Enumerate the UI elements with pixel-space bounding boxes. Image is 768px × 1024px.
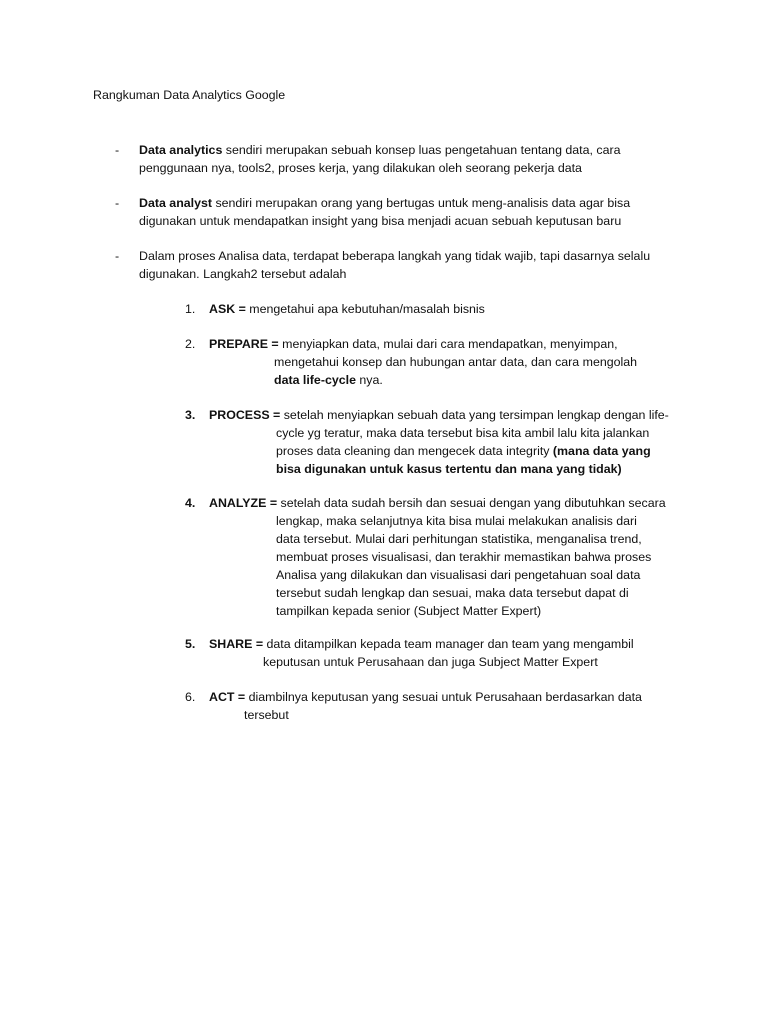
step-4-line-6: tersebut sudah lengkap dan sesuai, maka data tersebut dapat di (276, 586, 629, 600)
step-2-line-1 (209, 335, 618, 353)
step-5-number: 5. (185, 637, 196, 651)
step-3-text: setelah menyiapkan sebuah data yang tersimpan lengkap dengan life- (283, 408, 669, 422)
step-3-label: PROCESS = (209, 408, 281, 422)
step-4-line-2: lengkap, maka selanjutnya kita bisa mulai melakukan analisis dari (276, 514, 637, 528)
step-4-text: setelah data sudah bersih dan sesuai dengan yang dibutuhkan secara (280, 496, 666, 510)
step-4-label: ANALYZE = (209, 496, 278, 510)
step-1-line-1 (209, 300, 485, 318)
step-4-line-7: tampilkan kepada senior (Subject Matter Expert) (276, 604, 542, 618)
step-4-line-1 (209, 494, 666, 512)
step-2-line-3 (274, 371, 383, 389)
step-4-line-3: data tersebut. Mulai dari perhitungan statistika, menganalisa trend, (276, 532, 642, 546)
step-3-line-1 (209, 406, 669, 424)
step-3-line-2: cycle yg teratur, maka data tersebut bisa kita ambil lalu kita jalankan (276, 426, 650, 440)
step-2-number: 2. (185, 337, 196, 351)
document-title: Rangkuman Data Analytics Google (93, 88, 286, 102)
bullet-dash: - (115, 196, 120, 210)
step-1-text: mengetahui apa kebutuhan/masalah bisnis (249, 302, 485, 316)
step-4-line-5: Analisa yang dilakukan dan visualisasi dari pengetahuan soal data (276, 568, 641, 582)
step-2-label: PREPARE = (209, 337, 279, 351)
step-5-line-1 (209, 635, 634, 653)
step-2-text: menyiapkan data, mulai dari cara mendapatkan, menyimpan, (282, 337, 618, 351)
step-3-number: 3. (185, 408, 196, 422)
step-2-line-2: mengetahui konsep dan hubungan antar data, dan cara mengolah (274, 355, 638, 369)
step-6-text: diambilnya keputusan yang sesuai untuk Perusahaan berdasarkan data (248, 690, 642, 704)
step-3-line-4: bisa digunakan untuk kasus tertentu dan mana yang tidak) (276, 462, 622, 476)
bullet-1-line-2: penggunaan nya, tools2, proses kerja, yang dilakukan oleh seorang pekerja data (139, 161, 582, 175)
step-2-bold: data life-cycle (274, 373, 356, 387)
step-3-text-mid: proses data cleaning dan mengecek data integrity (276, 444, 553, 458)
step-5-text: data ditampilkan kepada team manager dan team yang mengambil (266, 637, 634, 651)
step-2-text-end: nya. (355, 373, 383, 387)
bullet-3-line-2: digunakan. Langkah2 tersebut adalah (139, 267, 347, 281)
bullet-2-term: Data analyst (139, 196, 213, 210)
bullet-1-term: Data analytics (139, 143, 223, 157)
step-6-line-2: tersebut (244, 708, 289, 722)
bullet-2-line-1 (139, 194, 630, 212)
bullet-2-text: sendiri merupakan orang yang bertugas untuk meng-analisis data agar bisa (212, 196, 631, 210)
step-3-bold: (mana data yang (552, 444, 651, 458)
bullet-1-line-1 (139, 141, 621, 159)
step-5-line-2: keputusan untuk Perusahaan dan juga Subject Matter Expert (263, 655, 598, 669)
step-6-number: 6. (185, 690, 196, 704)
bullet-3-line-1: Dalam proses Analisa data, terdapat beberapa langkah yang tidak wajib, tapi dasarnya selalu (139, 249, 651, 263)
bullet-1-text: sendiri merupakan sebuah konsep luas pengetahuan tentang data, cara (222, 143, 621, 157)
step-3-line-3 (276, 442, 651, 460)
step-1-number: 1. (185, 302, 196, 316)
step-5-label: SHARE = (209, 637, 264, 651)
step-6-line-1 (209, 688, 642, 706)
bullet-2-line-2: digunakan untuk mendapatkan insight yang bisa menjadi acuan sebuah keputusan baru (139, 214, 622, 228)
step-4-line-4: membuat proses visualisasi, dan terakhir memastikan bahwa proses (276, 550, 652, 564)
step-4-number: 4. (185, 496, 196, 510)
step-6-label: ACT = (209, 690, 246, 704)
bullet-dash: - (115, 143, 120, 157)
step-1-label: ASK = (209, 302, 246, 316)
bullet-dash: - (115, 249, 120, 263)
